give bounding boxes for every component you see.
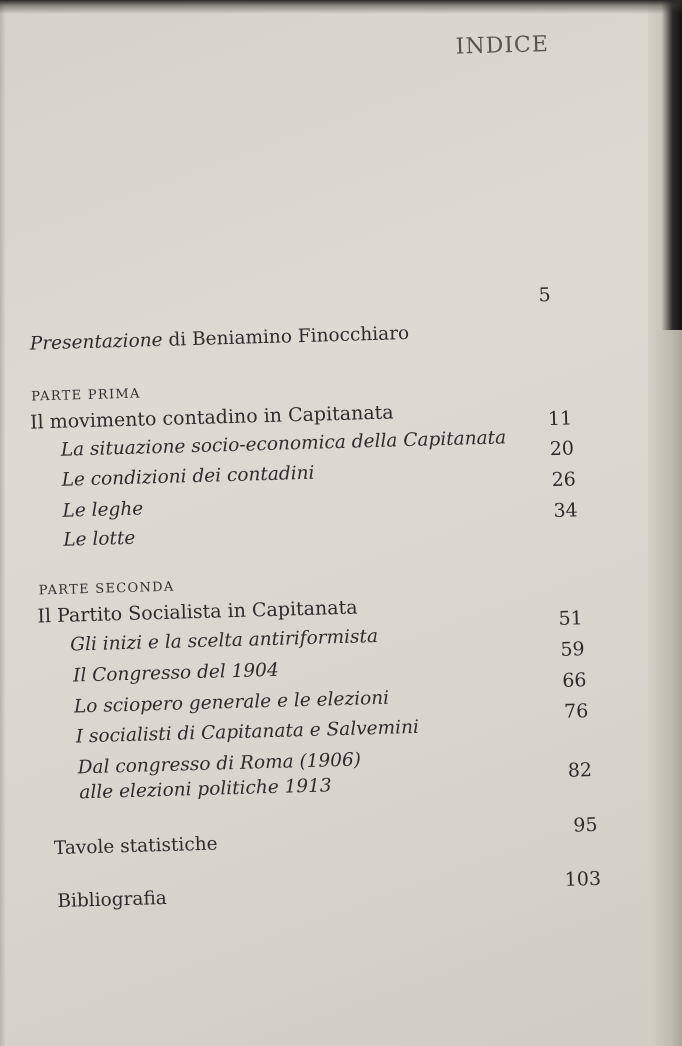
toc-chapter-title: Dal congresso di Roma (1906) (77, 749, 362, 779)
toc-chapter-title: Lo sciopero generale e le elezioni (73, 687, 390, 718)
toc-chapter-title: Le condizioni dei contadini (61, 462, 315, 491)
toc-chapter-title: Le lotte (63, 527, 136, 551)
toc-page-number: 66 (561, 669, 587, 692)
toc-entry-presentazione-author: di Beniamino Finocchiaro (168, 322, 410, 351)
toc-page-number: 103 (564, 867, 602, 891)
toc-chapter-title: Il Congresso del 1904 (72, 659, 279, 687)
toc-page-number: 82 (567, 759, 593, 782)
toc-page-number: 20 (549, 437, 575, 461)
toc-entry-bibliografia: Bibliografia (57, 887, 168, 913)
toc-page-number: 76 (563, 700, 589, 723)
toc-page-number: 26 (551, 468, 577, 492)
toc-page-number: 11 (547, 407, 573, 431)
toc-chapter-title: Gli inizi e la scelta antiriformista (69, 625, 379, 656)
toc-page-number: 51 (558, 607, 584, 630)
toc-entry-tavole: Tavole statistiche (53, 833, 218, 860)
part-label: PARTE PRIMA (31, 386, 141, 405)
part-title: Il movimento contadino in Capitanata (29, 401, 394, 434)
toc-chapter-title: Le leghe (62, 498, 144, 522)
toc-entry-presentazione-italic: Presentazione (29, 329, 163, 355)
part-title: Il Partito Socialista in Capitanata (37, 596, 358, 628)
toc-page-number: 34 (553, 499, 579, 523)
toc-chapter-title: I socialisti di Capitanata e Salvemini (75, 716, 420, 748)
toc-page-number: 5 (538, 284, 551, 307)
toc-entry-presentazione (30, 323, 410, 355)
part-label: PARTE SECONDA (38, 579, 175, 599)
toc-chapter-title: La situazione socio-economica della Capitanata (60, 427, 507, 461)
page-heading: INDICE (455, 31, 550, 60)
toc-chapter-title-line2: alle elezioni politiche 1913 (79, 775, 332, 804)
toc-page-number: 95 (573, 813, 598, 837)
toc-page-number: 59 (560, 638, 585, 661)
